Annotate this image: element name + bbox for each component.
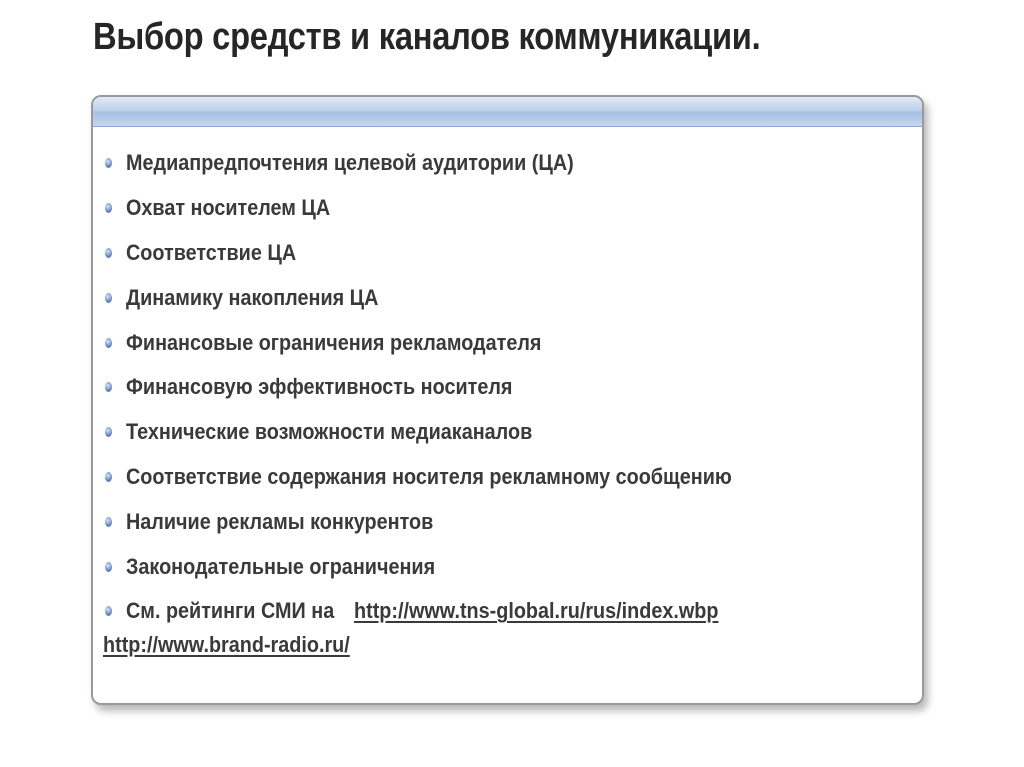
list-item	[105, 365, 799, 410]
list-item	[105, 275, 799, 320]
list-item	[105, 499, 799, 544]
list-item	[105, 320, 799, 365]
content-panel	[91, 95, 924, 705]
list-item-text: Медиапредпочтения целевой аудитории (ЦА)	[126, 150, 574, 176]
bullet-icon	[105, 606, 112, 616]
brand-radio-link[interactable]: http://www.brand-radio.ru/	[103, 632, 350, 657]
bullet-list	[105, 141, 799, 634]
list-item	[105, 231, 799, 276]
bullet-icon	[105, 427, 112, 437]
panel-header-band	[93, 97, 922, 127]
bullet-icon	[105, 203, 112, 213]
list-item	[105, 455, 799, 500]
ratings-label: См. рейтинги СМИ на	[126, 598, 335, 624]
bullet-icon	[105, 517, 112, 527]
bullet-icon	[105, 562, 112, 572]
page-title: Выбор средств и каналов коммуникации.	[93, 16, 761, 58]
list-item-text: Технические возможности медиаканалов	[126, 419, 533, 445]
list-item-text: Соответствие содержания носителя рекламному сообщению	[126, 463, 732, 489]
bullet-icon	[105, 293, 112, 303]
list-item-text: Наличие рекламы конкурентов	[126, 508, 434, 534]
list-item	[105, 544, 799, 589]
list-item-ratings	[105, 589, 799, 634]
bullet-icon	[105, 338, 112, 348]
list-item	[105, 410, 799, 455]
bullet-icon	[105, 158, 112, 168]
bullet-icon	[105, 248, 112, 258]
bullet-icon	[105, 472, 112, 482]
list-item	[105, 186, 799, 231]
list-item-text: Динамику накопления ЦА	[126, 284, 379, 310]
ratings-item	[126, 598, 718, 624]
tns-global-link[interactable]: http://www.tns-global.ru/rus/index.wbp	[354, 598, 719, 624]
list-item-text: Соответствие ЦА	[126, 239, 297, 265]
list-item	[105, 141, 799, 186]
list-item-text: Финансовые ограничения рекламодателя	[126, 329, 542, 355]
bullet-icon	[105, 382, 112, 392]
list-item-text: Охват носителем ЦА	[126, 195, 331, 221]
list-item-text: Финансовую эффективность носителя	[126, 374, 513, 400]
list-item-text: Законодательные ограничения	[126, 553, 436, 579]
